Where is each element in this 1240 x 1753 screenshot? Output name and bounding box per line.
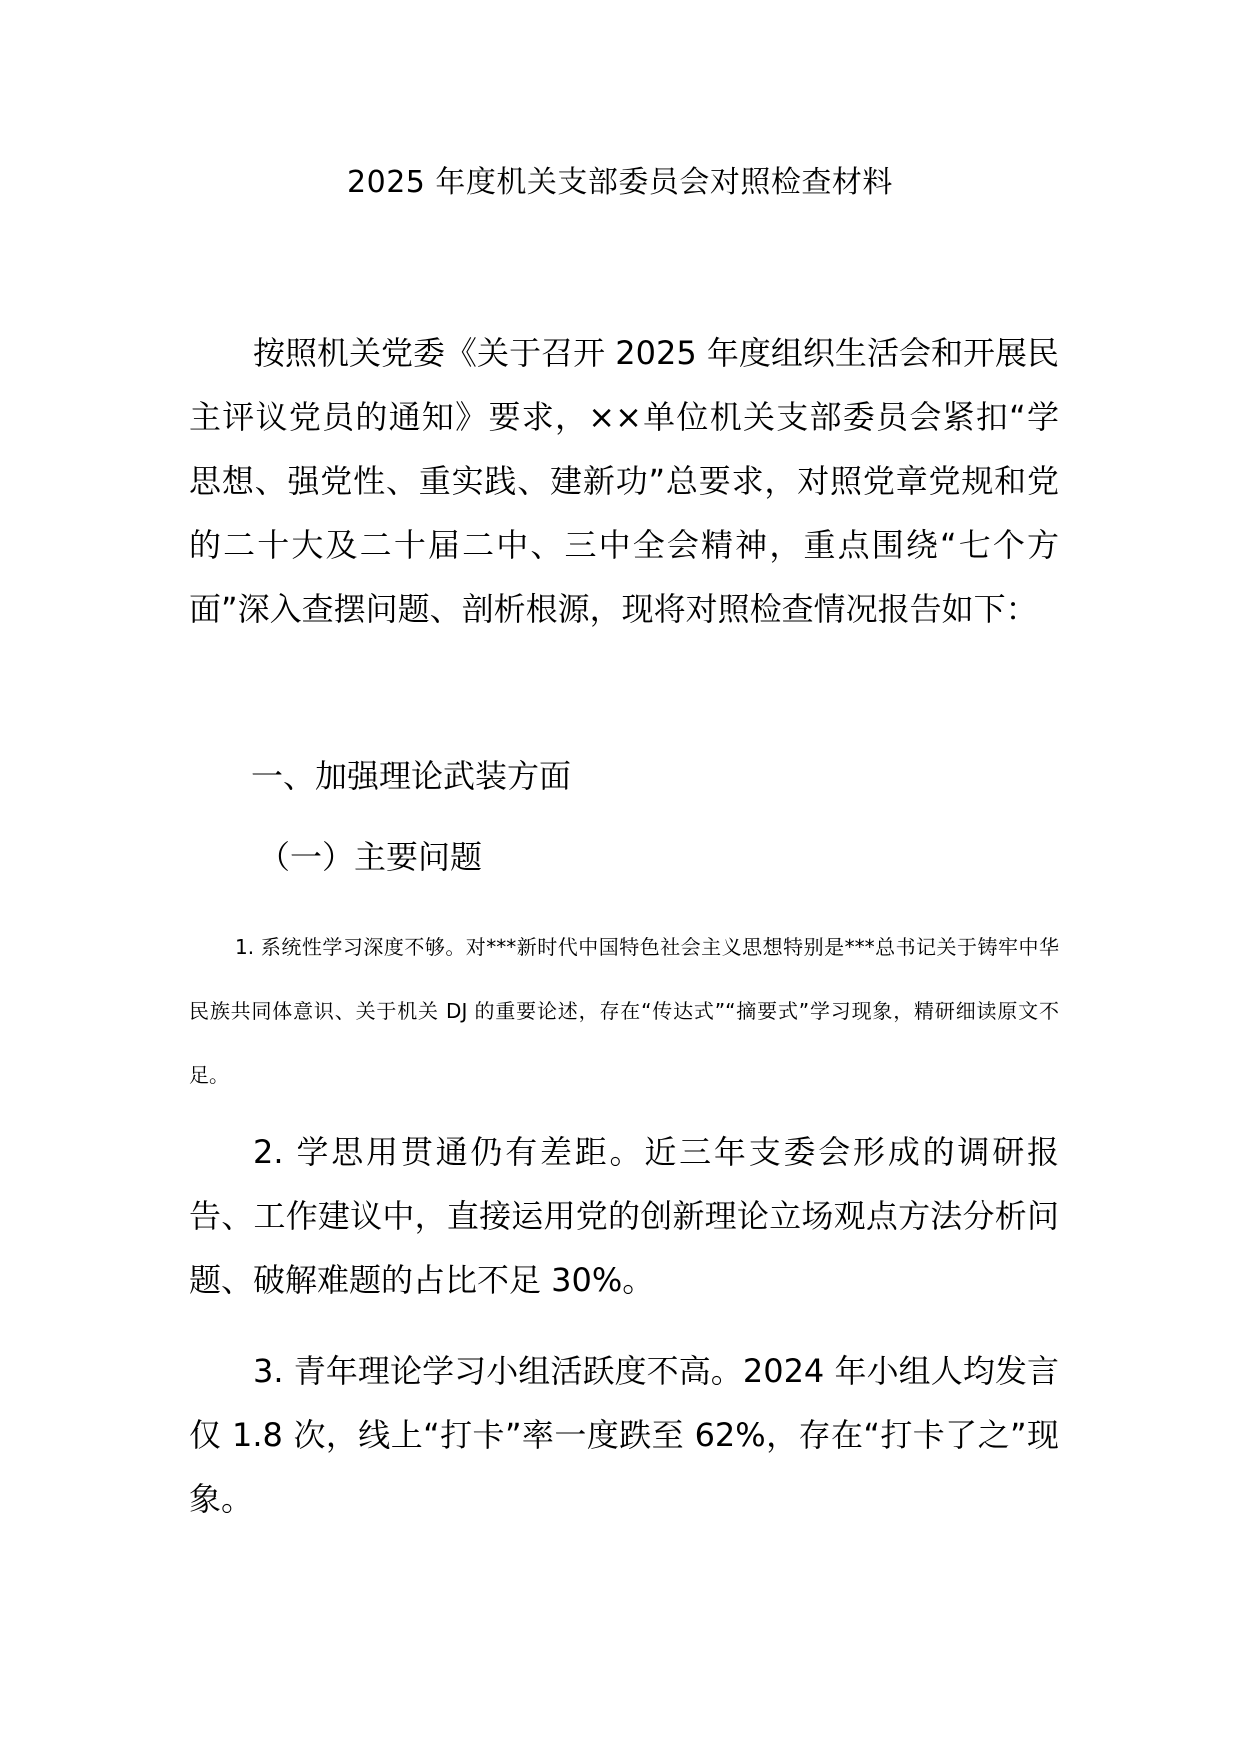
- list-item: 2. 学思用贯通仍有差距。近三年支委会形成的调研报告、工作建议中，直接运用党的创新理论立场观点方法分析问题、破解难题的占比不足 30%。: [189, 1133, 1059, 1299]
- intro-paragraph: 按照机关党委《关于召开 2025 年度组织生活会和开展民主评议党员的通知》要求，××单位机关支部委员会紧扣“学思想、强党性、重实践、建新功”总要求，对照党章党规和党的二十大及二十届二中、三中全会精神，重点围绕“七个方面”深入查摆问题、剖析根源，现将对照检查情况报告如下：: [189, 334, 1059, 628]
- list-item: 1. 系统性学习深度不够。对***新时代中国特色社会主义思想特别是***总书记关于铸牢中华民族共同体意识、关于机关 DJ 的重要论述，存在“传达式”“摘要式”学习现象，精研细读原文不足。: [189, 935, 1059, 1087]
- subsection-heading: （一）主要问题: [258, 838, 483, 876]
- list-item: 3. 青年理论学习小组活跃度不高。2024 年小组人均发言仅 1.8 次，线上“打卡”率一度跌至 62%，存在“打卡了之”现象。: [189, 1352, 1059, 1518]
- document-title: 2025 年度机关支部委员会对照检查材料: [347, 165, 893, 200]
- section-heading: 一、加强理论武装方面: [251, 757, 572, 795]
